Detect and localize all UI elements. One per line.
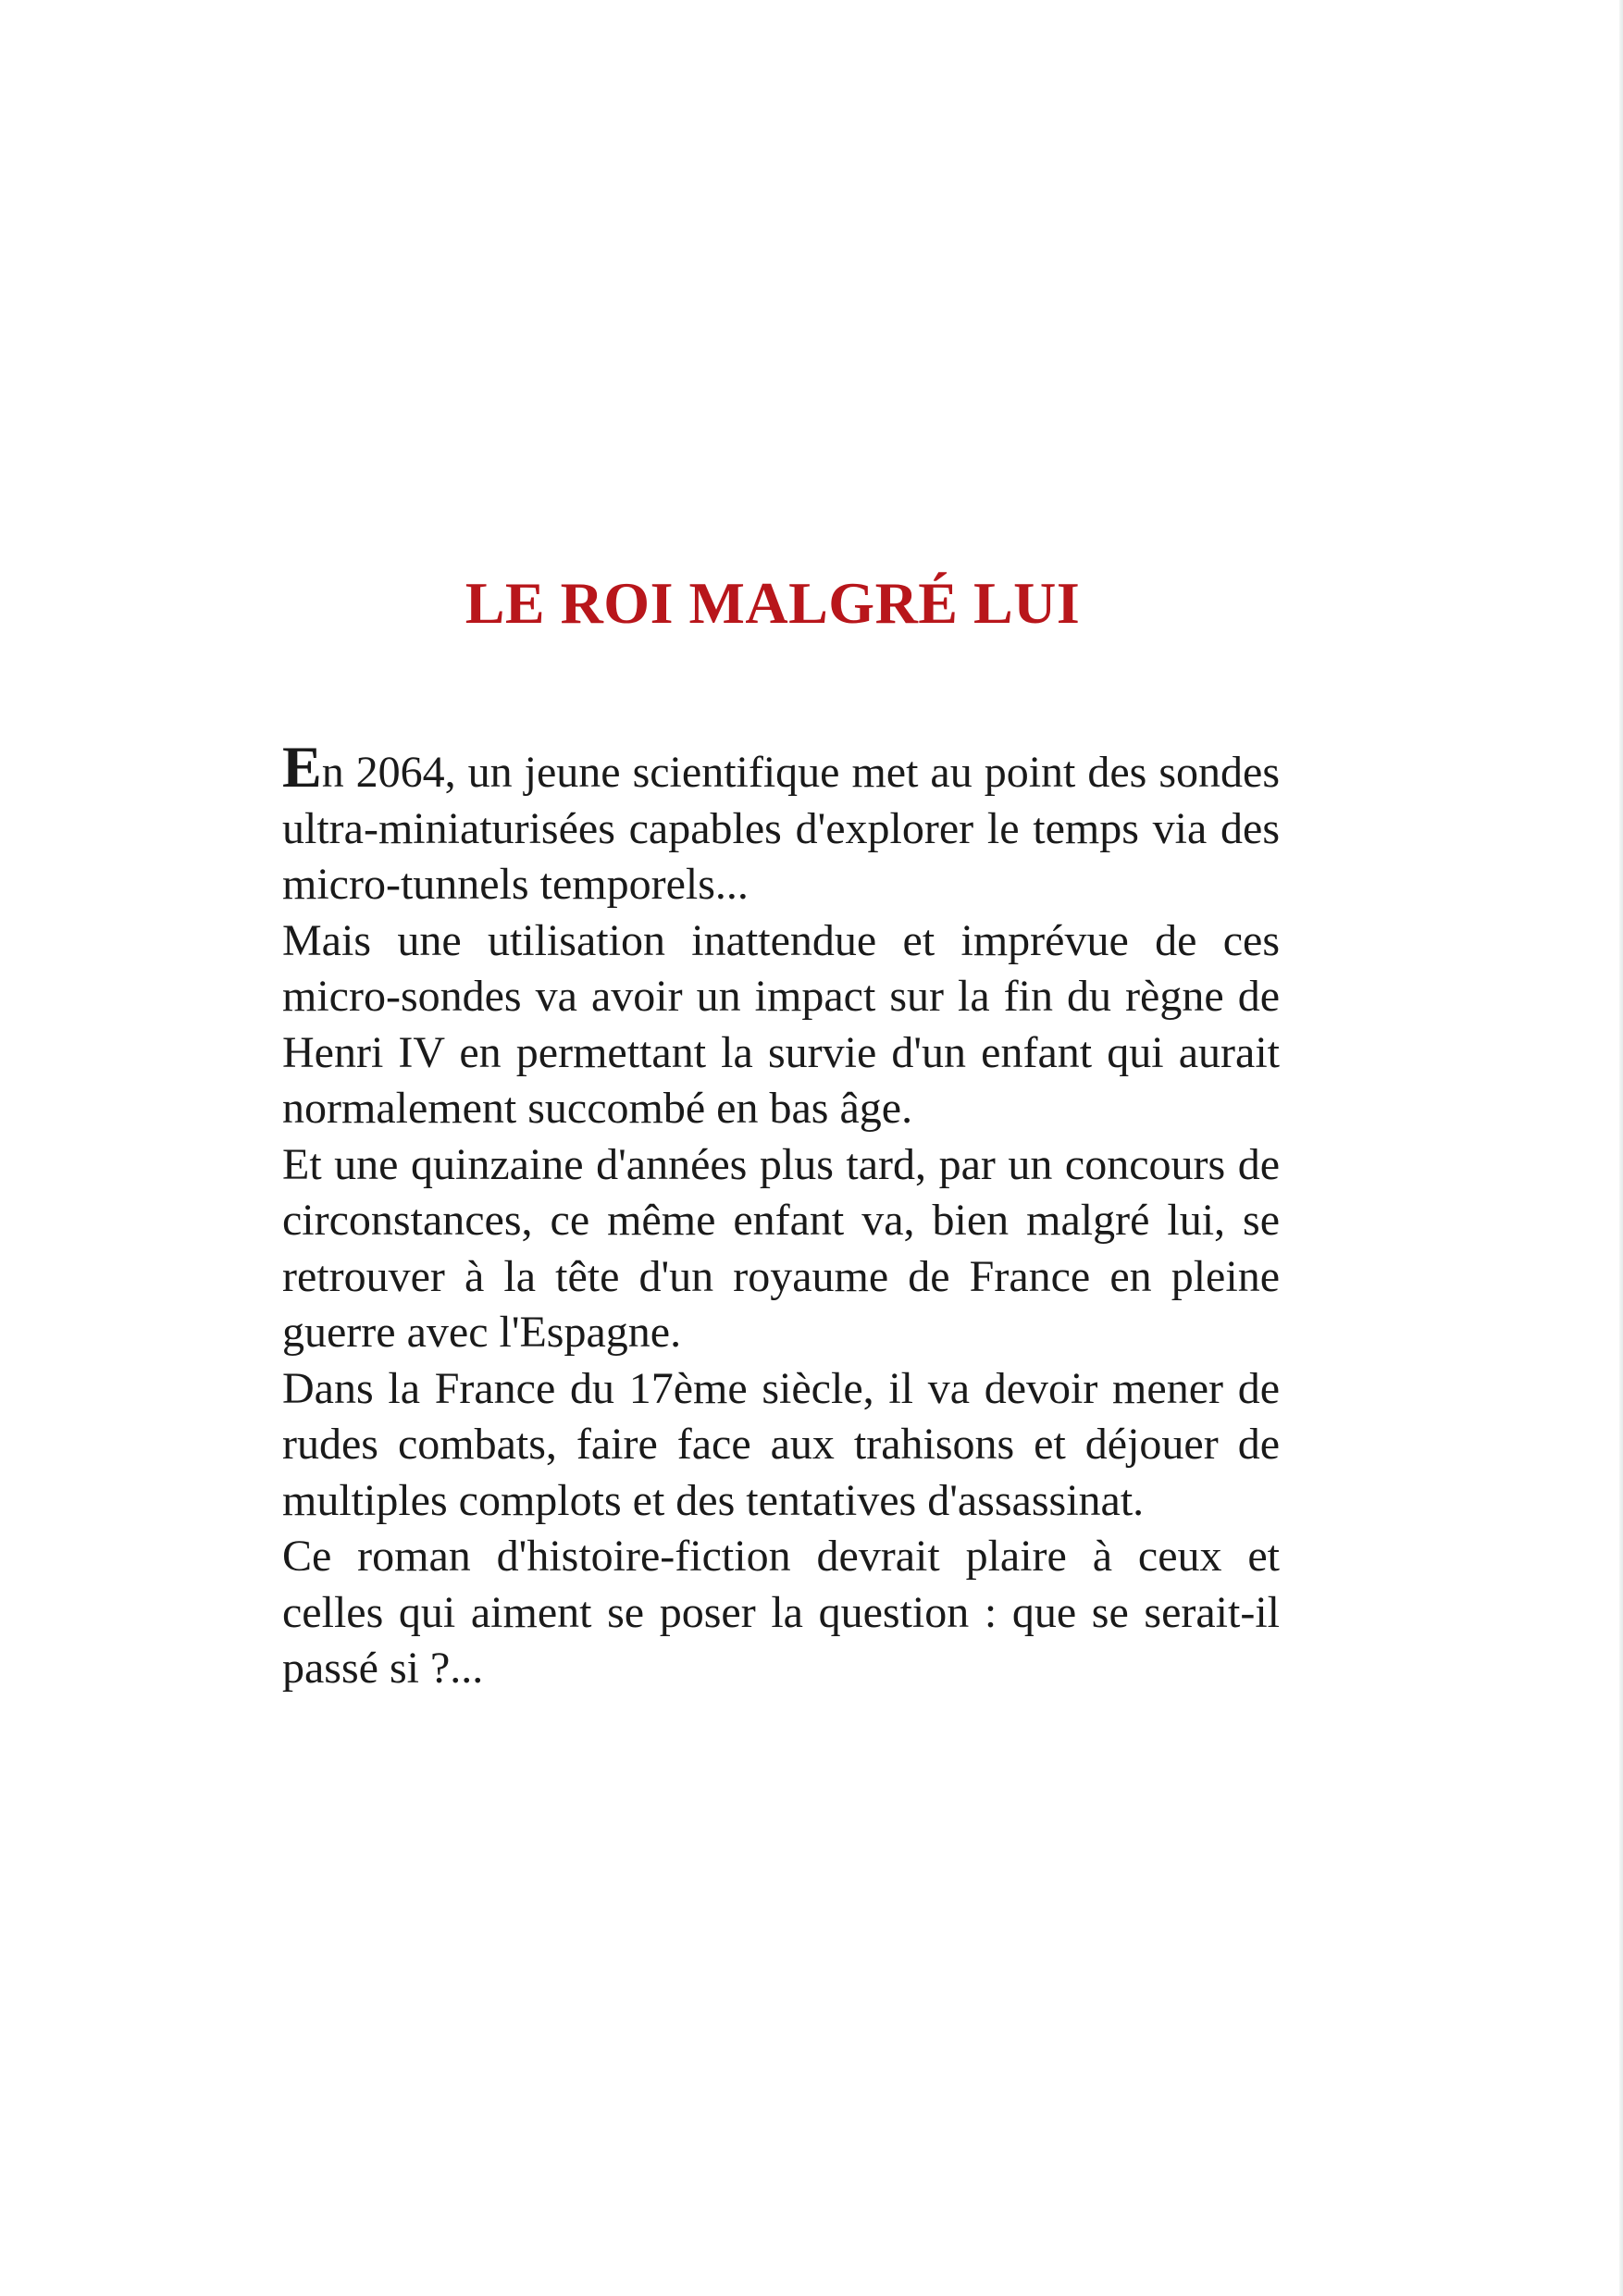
book-title: LE ROI MALGRÉ LUI: [465, 570, 1081, 636]
blurb-paragraph-5: Ce roman d'histoire-fiction devrait plaire à ceux et celles qui aiment se poser la question : que se serait-il passé si ?...: [282, 1532, 1280, 1693]
drop-cap: E: [282, 734, 322, 800]
blurb-paragraph-3: Et une quinzaine d'années plus tard, par un concours de circonstances, ce même enfant va, bien malgré lui, se retrouver à la tête d'un royaume de France en pleine guerre avec l'Espagne.: [282, 1139, 1280, 1357]
book-blurb: [282, 734, 1280, 1697]
blurb-paragraph-2: Mais une utilisation inattendue et imprévue de ces micro-sondes va avoir un impact sur la fin du règne de Henri IV en permettant la survie d'un enfant qui aurait normalement succombé en bas âge.: [282, 915, 1280, 1133]
blurb-paragraph-1: [282, 734, 1280, 913]
blurb-paragraph-1-text: n 2064, un jeune scientifique met au point des sondes ultra-miniaturisées capables d'explorer le temps via des micro-tunnels temporels...: [282, 748, 1280, 909]
page-edge: [1619, 0, 1623, 2296]
blurb-paragraph-4: Dans la France du 17ème siècle, il va devoir mener de rudes combats, faire face aux trahisons et déjouer de multiples complots et des tentatives d'assassinat.: [282, 1363, 1280, 1525]
